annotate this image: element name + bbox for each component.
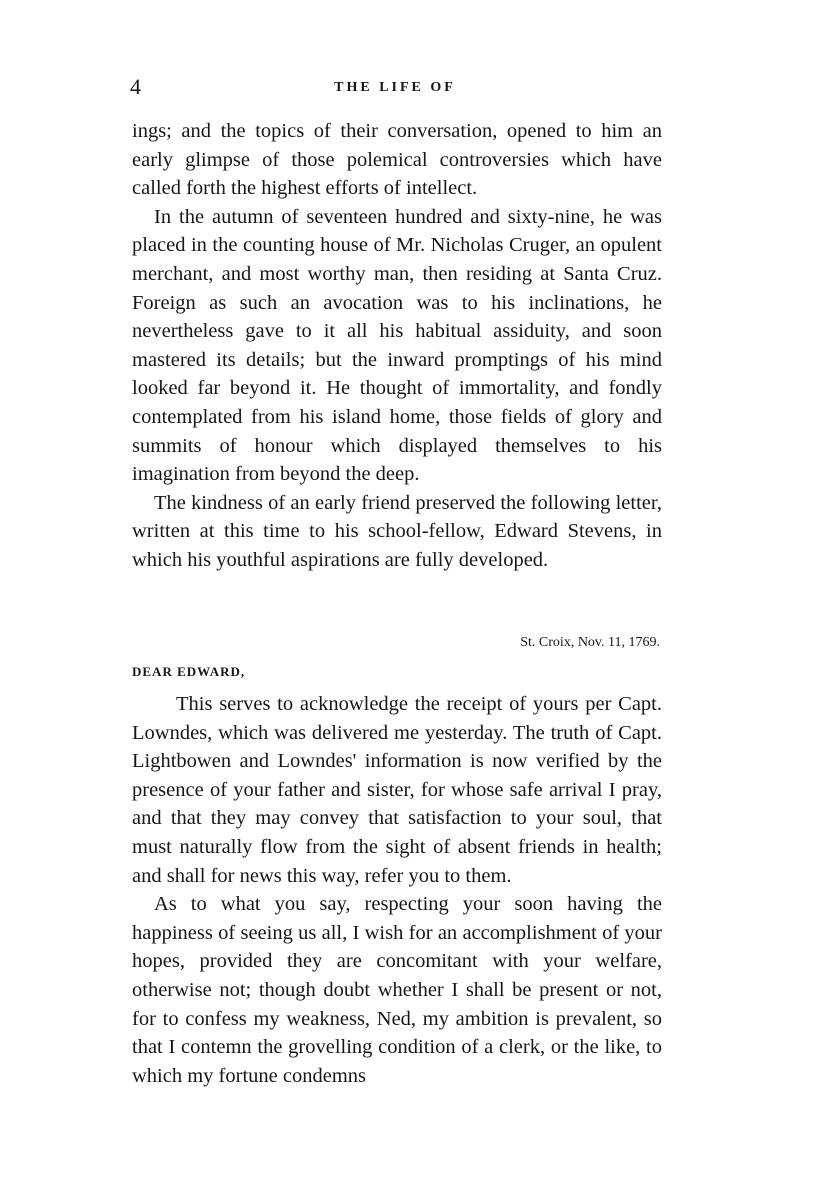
page-number: 4: [130, 74, 141, 99]
letter-dateline: St. Croix, Nov. 11, 1769.: [520, 635, 660, 650]
letter-body: [132, 690, 662, 1090]
letter-salutation: DEAR EDWARD,: [132, 664, 246, 679]
running-title: THE LIFE OF: [334, 80, 456, 95]
paragraph-continued: ings; and the topics of their conversation, opened to him an early glimpse of those polemical controversies which have called forth the highest efforts of intellect.: [132, 120, 662, 200]
narrative-text: [132, 117, 662, 575]
paragraph-letter-intro: The kindness of an early friend preserved the following letter, written at this time to his school-fellow, Edward Stevens, in which his youthful aspirations are fully developed.: [132, 491, 662, 571]
paragraph-counting-house: In the autumn of seventeen hundred and sixty-nine, he was placed in the counting house of Mr. Nicholas Cruger, an opulent merchant, and most worthy man, then residing at Santa Cruz. Foreign as such an avocation was to his inclinations, he nevertheless gave to it all his habitual assiduity, and soon mastered its details; but the inward promptings of his mind looked far beyond it. He thought of immortality, and fondly contemplated from his island home, those fields of glory and summits of honour which displayed themselves to his imagination from beyond the deep.: [132, 205, 662, 486]
letter-paragraph-2: As to what you say, respecting your soon having the happiness of seeing us all, I wish for an accomplishment of your hopes, provided they are concomitant with your welfare, otherwise not; though doubt whether I shall be present or not, for to confess my weakness, Ned, my ambition is prevalent, so that I contemn the grovelling condition of a clerk, or the like, to which my fortune condemns: [132, 893, 662, 1087]
page-header: [130, 74, 660, 100]
letter-paragraph-1: This serves to acknowledge the receipt of yours per Capt. Lowndes, which was delivered me yesterday. The truth of Capt. Lightbowen and Lowndes' information is now verified by the presence of your father and sister, for whose safe arrival I pray, and that they may convey that satisfaction to your soul, that must naturally flow from the sight of absent friends in health; and shall for news this way, refer you to them.: [132, 693, 662, 887]
